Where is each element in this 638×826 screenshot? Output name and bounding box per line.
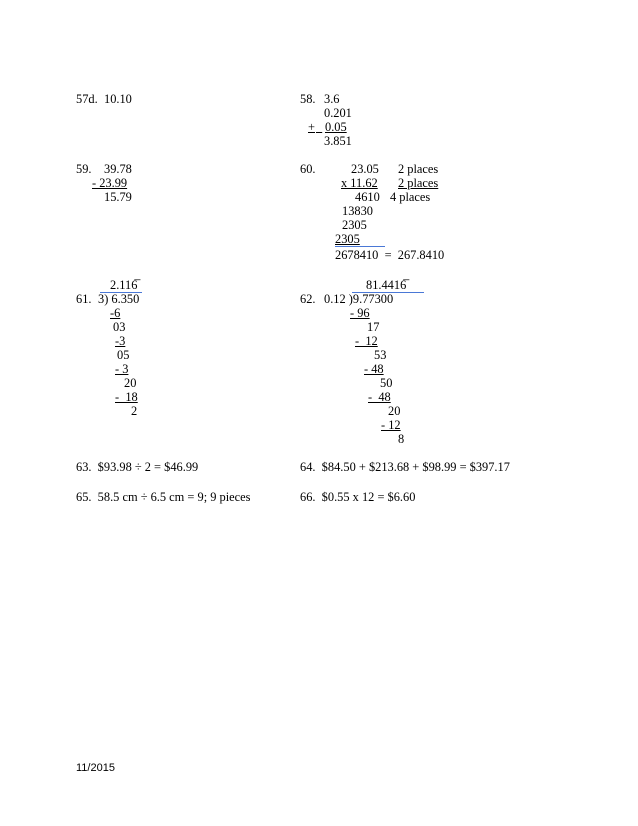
p62-step-3: - 12 [355, 334, 378, 348]
p60-sum-line [335, 246, 385, 247]
p62-step-1: - 96 [350, 306, 370, 320]
p62-step-9: - 12 [381, 418, 401, 432]
p61-step-7: - 18 [115, 390, 138, 404]
p61-label: 61. [76, 292, 92, 306]
p59-difference: 15.79 [104, 190, 132, 204]
p61-step-4: 05 [117, 348, 130, 362]
p60-row-1-note: 4 places [390, 190, 431, 204]
p62-step-2: 17 [367, 320, 380, 334]
footer-date: 11/2015 [76, 762, 115, 774]
p58-addend-c: 0.05 [325, 120, 347, 134]
p62-remainder: 8 [398, 432, 405, 446]
p62-step-4: 53 [374, 348, 387, 362]
p60-factor-a-note: 2 places [398, 162, 439, 176]
p60-factor-b: x 11.62 [341, 176, 378, 190]
p65-answer: 65. 58.5 cm ÷ 6.5 cm = 9; 9 pieces [76, 490, 251, 504]
p61-quotient: 2.116̅ [110, 278, 138, 292]
p61-step-1: -6 [110, 306, 121, 320]
p59-subtrahend: - 23.99 [92, 176, 128, 190]
p60-row-4: 2305 [335, 232, 360, 246]
p60-factor-b-note: 2 places [398, 176, 439, 190]
p62-step-5: - 48 [364, 362, 384, 376]
p62-step-8: 20 [388, 404, 401, 418]
p61-step-6: 20 [124, 376, 137, 390]
p57d-answer: 10.10 [104, 92, 132, 106]
p62-quotient: 81.4416̅ [366, 278, 407, 292]
p58-spacer [316, 120, 322, 134]
p60-row-1: 4610 [355, 190, 380, 204]
p66-answer: 66. $0.55 x 12 = $6.60 [300, 490, 416, 504]
p60-label: 60. [300, 162, 316, 176]
p58-addend-b: 0.201 [324, 106, 352, 120]
p61-remainder: 2 [131, 404, 138, 418]
p58-label: 58. [300, 92, 316, 106]
p63-answer: 63. $93.98 ÷ 2 = $46.99 [76, 460, 199, 474]
p59-label: 59. [76, 162, 92, 176]
p61-step-2: 03 [113, 320, 126, 334]
p58-plus: + [308, 120, 315, 134]
p58-addend-a: 3.6 [324, 92, 340, 106]
p64-answer: 64. $84.50 + $213.68 + $98.99 = $397.17 [300, 460, 510, 474]
p60-result: 2678410 = 267.8410 [335, 248, 445, 262]
p60-row-3: 2305 [342, 218, 367, 232]
p62-label: 62. [300, 292, 316, 306]
p58-sum: 3.851 [324, 134, 352, 148]
p61-step-5: - 3 [115, 362, 129, 376]
p60-row-2: 13830 [342, 204, 373, 218]
p61-divisor-dividend: 3) 6.350 [98, 292, 140, 306]
p57d-label: 57d. [76, 92, 98, 106]
p62-step-6: 50 [380, 376, 393, 390]
p60-factor-a: 23.05 [351, 162, 379, 176]
p59-minuend: 39.78 [104, 162, 132, 176]
p62-divisor-dividend: 0.12 )9.77300 [324, 292, 394, 306]
p62-step-7: - 48 [368, 390, 391, 404]
p61-step-3: -3 [115, 334, 126, 348]
